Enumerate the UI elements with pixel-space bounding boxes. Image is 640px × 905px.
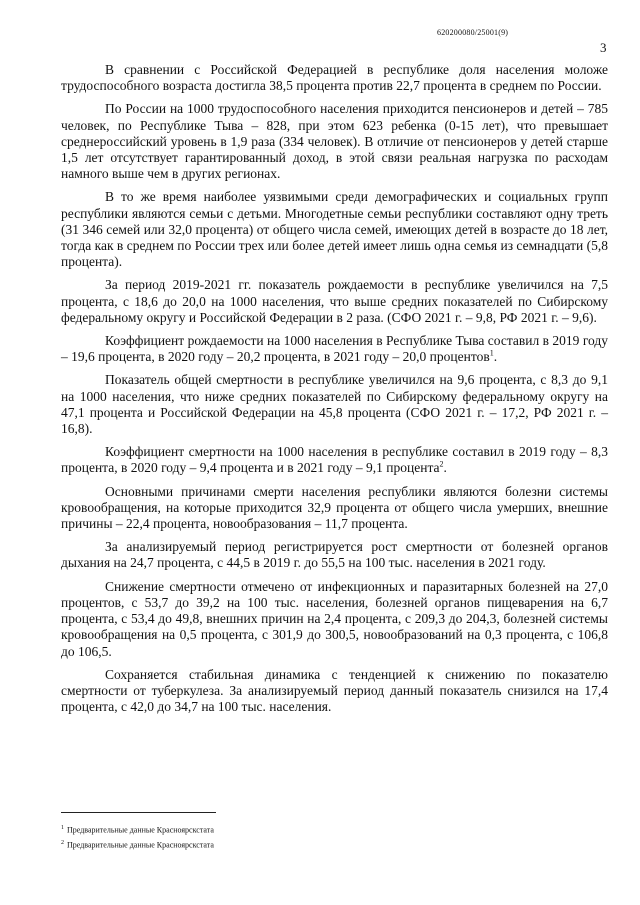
footnote-text: Предварительные данные Красноярскстата	[67, 840, 214, 850]
paragraph-text: Показатель общей смертности в республике увеличился на 9,6 процента, с 8,3 до 9,1 на 1000 населения, что ниже средних показателей по Сибирскому федеральному округу на 47,1 процента и Российской Федерации на 45,8 процента (СФО 2021 г. – 17,2, РФ 2021 г. – 16,8).	[61, 372, 608, 437]
paragraph-text: За анализируемый период регистрируется рост смертности от болезней органов дыхания на 24,7 процента, с 44,5 в 2019 г. до 55,5 на 100 тыс. населения в 2021 году.	[61, 539, 608, 571]
footnote-reference[interactable]: 1	[489, 348, 494, 358]
paragraph-text: Сохраняется стабильная динамика с тенденцией к снижению по показателю смертности от туберкулеза. За анализируемый период данный показатель снизился на 17,4 процента, с 42,0 до 34,7 на 100 тыс. населения.	[61, 666, 608, 715]
footnote-1	[61, 822, 561, 837]
paragraph-text: В сравнении с Российской Федерацией в республике доля населения моложе трудоспособного возраста достигла 38,5 процента против 22,7 процента в среднем по России.	[61, 62, 608, 94]
footnote-text: Предварительные данные Красноярскстата	[67, 825, 214, 835]
paragraph-3	[61, 189, 608, 270]
paragraph-4	[61, 277, 608, 326]
paragraph-11	[61, 667, 608, 716]
footnote-separator	[61, 812, 216, 813]
paragraph-2	[61, 101, 608, 182]
paragraph-1	[61, 62, 608, 94]
paragraph-text: За период 2019-2021 гг. показатель рождаемости в республике увеличился на 7,5 процента, с 18,6 до 20,0 на 1000 населения, что выше средних показателей по Сибирскому федеральному округу и Российской Федерации в 2 раза. (СФО 2021 г. – 9,8, РФ 2021 г. – 9,6).	[61, 277, 608, 325]
paragraph-tail: .	[493, 349, 498, 365]
footnote-reference[interactable]: 2	[439, 459, 444, 469]
paragraph-tail: .	[443, 460, 447, 476]
paragraph-6	[61, 372, 608, 437]
paragraph-7	[61, 444, 608, 476]
footnote-2	[61, 837, 561, 852]
paragraph-text: Основными причинами смерти населения республики являются болезни системы кровообращения, на которые приходится 32,9 процента от общего числа умерших, внешние причины – 22,4 процента, новообразования – 11,7 процента.	[61, 483, 608, 532]
paragraph-text: Коэффициент рождаемости на 1000 населения в Республике Тыва составил в 2019 году – 19,6 процента, в 2020 году – 20,2 процента, в 2021 году – 20,0 процентов	[61, 333, 608, 365]
footnotes	[61, 822, 561, 851]
paragraph-text: Коэффициент смертности на 1000 населения в республике составил в 2019 году – 8,3 процента, в 2020 году – 9,4 процента и в 2021 году – 9,1 процента	[61, 444, 608, 476]
paragraph-5	[61, 333, 608, 365]
footnote-mark: 2	[61, 839, 64, 846]
document-id: 620200080/25001(9)	[437, 28, 509, 37]
paragraph-8	[61, 484, 608, 533]
paragraph-9	[61, 539, 608, 571]
paragraph-text: Снижение смертности отмечено от инфекционных и паразитарных болезней на 27,0 процентов, с 53,7 до 39,2 на 100 тыс. населения, болезней органов пищеварения на 6,7 процента, с 53,4 до 49,8, внешних причин на 2,4 процента, с 209,3 до 204,3, болезней системы кровообращения на 0,5 процента, с 301,9 до 300,5, новообразований на 0,3 процента, с 106,8 до 106,5.	[61, 578, 608, 659]
body-text	[61, 62, 608, 722]
paragraph-text: В то же время наиболее уязвимыми среди демографических и социальных групп республики являются семьи с детьми. Многодетные семьи республики составляют одну треть (31 346 семей или 32,0 процента) от общего числа семей, имеющих детей в возрасте до 18 лет, тогда как в среднем по России трех или более детей имеет лишь одна семья из семнадцати (5,8 процента).	[61, 189, 608, 270]
paragraph-text: По России на 1000 трудоспособного населения приходится пенсионеров и детей – 785 человек, по Республике Тыва – 828, при этом 623 ребенка (0-15 лет), что превышает среднероссийский уровень в 1,9 раза (334 человек). В отличие от пенсионеров у детей старше 1,5 лет отсутствует гарантированный доход, в этой связи реальная нагрузка по расходам намного выше чем в других регионах.	[61, 101, 608, 182]
paragraph-10	[61, 579, 608, 660]
footnote-mark: 1	[61, 825, 64, 831]
page-number: 3	[600, 40, 607, 55]
